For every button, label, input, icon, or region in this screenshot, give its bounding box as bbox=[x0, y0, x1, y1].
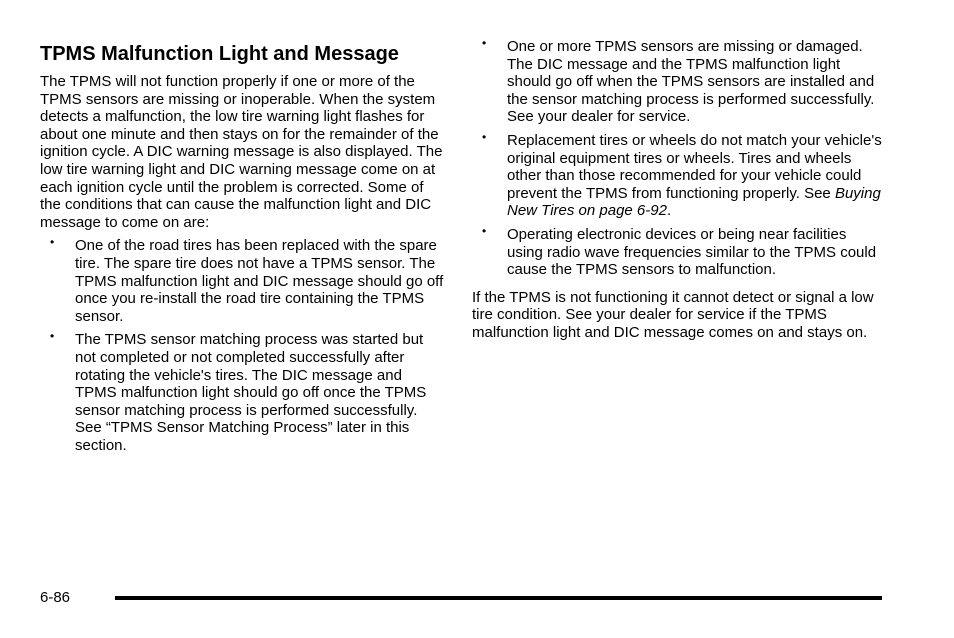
list-item-text: One of the road tires has been replaced with the spare tire. The spare tire does not have a TPMS sensor. The TPMS malfunction light and DIC message should go off once you re-install the road tire containing the TPMS sensor. bbox=[75, 237, 444, 325]
page-reference-link[interactable]: Buying New Tires on page 6‑92 bbox=[507, 184, 881, 220]
bullet-icon: • bbox=[50, 329, 55, 344]
list-item bbox=[40, 237, 444, 325]
intro-paragraph: The TPMS will not function properly if one or more of the TPMS sensors are missing or inoperable. When the system detects a malfunction, the low tire warning light flashes for about one minute and then stays on for the remainder of the ignition cycle. A DIC warning message is also displayed. The low tire warning light and DIC warning message come on at each ignition cycle until the problem is corrected. Some of the conditions that can cause the malfunction light and DIC message to come on are: bbox=[40, 73, 443, 231]
list-item bbox=[40, 331, 444, 454]
bullet-icon: • bbox=[482, 223, 487, 238]
left-column bbox=[40, 42, 444, 460]
left-bullet-list bbox=[40, 237, 444, 454]
list-item bbox=[472, 129, 882, 220]
bullet-icon: • bbox=[482, 36, 487, 50]
list-item-tail: . bbox=[666, 202, 672, 220]
list-item bbox=[472, 223, 882, 279]
page-number: 6-86 bbox=[40, 589, 71, 606]
bullet-icon: • bbox=[50, 235, 55, 250]
bullet-icon: • bbox=[482, 129, 487, 144]
list-item-text: Operating electronic devices or being near facilities using radio wave frequencies similar to the TPMS could cause the TPMS sensors to malfunction. bbox=[507, 225, 877, 279]
section-title: TPMS Malfunction Light and Message bbox=[40, 43, 399, 65]
footer-rule bbox=[115, 596, 882, 600]
list-item-text: The TPMS sensor matching process was started but not completed or not completed successfully after rotating the vehicle's tires. The DIC message and TPMS malfunction light should go off once the TPMS sensor matching process is performed successfully. See “TPMS Sensor Matching Process” later in this section. bbox=[75, 331, 427, 454]
list-item bbox=[472, 38, 882, 126]
list-item-text: Replacement tires or wheels do not match your vehicle's original equipment tires or wheels. Tires and wheels other than those recommended for your vehicle could prevent the TPMS from functioning properly. See bbox=[507, 131, 882, 202]
right-bullet-list bbox=[472, 38, 882, 279]
closing-paragraph: If the TPMS is not functioning it cannot detect or signal a low tire condition. See your dealer for service if the TPMS malfunction light and DIC message comes on and stays on. bbox=[472, 288, 874, 341]
list-item-text: One or more TPMS sensors are missing or damaged. The DIC message and the TPMS malfunction light should go off when the TPMS sensors are installed and the sensor matching process is performed successfully. See your dealer for service. bbox=[507, 38, 875, 126]
right-column bbox=[472, 38, 882, 342]
